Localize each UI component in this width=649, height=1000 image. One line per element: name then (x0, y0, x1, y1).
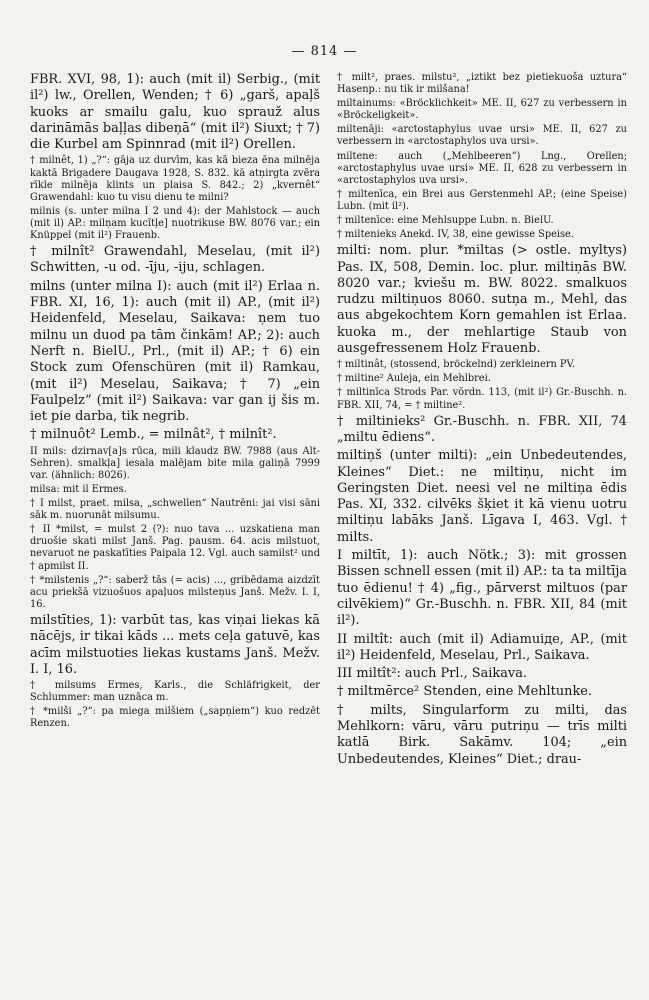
entry: † milsums Ermes, Karls., die Schläfrigkeit, der Schlummer: man uznāca m. (30, 680, 320, 704)
entry: miltainums: «Bröcklichkeit» ME. II, 627 zu verbessern in «Bröckeligkeit». (337, 98, 627, 122)
entry: milns (unter milna I): auch (mit il²) Erlaa n. FBR. XI, 16, 1): auch (mit il) AP., (mit il²) Heidenfeld, Meselau, Saikava: ņem tuo milnu un duod pa tām činkām! AP.; 2): auch Nerft n. BielU., Prl., (mit il) AP.; † 6) ein Stock zum Ofenschüren (mit il) Ramkau, (mit il²) Meselau, Saikava; † 7) „ein Faulpelz“ (mit il²) Saikava: var gan ij šis m. iet pie darba, tik negrib. (30, 278, 320, 425)
entry: miltenāji: «arctostaphylus uvae ursi» ME. II, 627 zu verbessern in «arctostaphylos uva ursi». (337, 124, 627, 148)
entry: miltene: auch („Mehlbeeren“) Lng., Orellen; «arctostaphylus uvae ursi» ME. II, 628 zu verbessern in «arctostaphylos uva ursi». (337, 150, 627, 186)
entry: milstīties, 1): varbūt tas, kas viņai liekas kā nācējs, ir tikai kāds ... mets ceļa gatuvē, kas acīm milstuoties liekas kustams Janš. Mežv. I. I, 16. (30, 612, 320, 677)
entry: † milnît² Grawendahl, Meselau, (mit il²) Schwitten, -u od. -īju, -iju, schlagen. (30, 244, 320, 276)
entry: † *milstenis „?“: saberž tās (= acis) ..., gribēdama aizdzīt acu priekšā vizuošuos apaļuos milsteņus Janš. Mežv. I. I, 16. (30, 574, 320, 610)
entry: † milts, Singularform zu milti, das Mehlkorn: vāru, vāru putriņu — trīs milti katlā Birk. Sakāmv. 104; „ein Unbedeutendes, Kleines“ Diet.; drau- (337, 702, 627, 767)
entry: † *milši „?“: pa miega milšiem („sapņiem“) kuo redzēt Renzen. (30, 706, 320, 730)
entry: miltiņš (unter milti): „ein Unbedeutendes, Kleines“ Diet.: ne miltiņu, nicht im Geringsten Diet. neesi vel ne miltiņa ēdis Pas. XI, 332. cilvēks šķiet it kā vienu uotru miltiņu labāks Janš. Līgava I, 463. Vgl. † milts. (337, 448, 627, 545)
entry: † miltinīca Strods Par. vōrdn. 113, (mit il²) Gr.-Buschh. n. FBR. XII, 74, = † miltine². (337, 387, 627, 411)
entry: milnis (s. unter milna I 2 und 4): der Mahlstock — auch (mit il) AP.: milņam kucītļe] nuotrikuse BW. 8076 var.; ein Knüppel (mit il²) Frauenb. (30, 205, 320, 242)
entry: I miltīt, 1): auch Nötk.; 3): mit grossen Bissen schnell essen (mit il) AP.: ta ta miltīja tuo ēdienu! † 4) „fig., pārverst miltuos (par cilvēkiem)“ Gr.-Buschh. n. FBR. XII, 84 (mit il²). (337, 548, 627, 629)
page-number: — 814 — (291, 44, 358, 59)
entry: † miltenīca, ein Brei aus Gerstenmehl AP.; (eine Speise) Lubn. (mit il²). (337, 188, 627, 212)
entry: † milnêt, 1) „?“: gāja uz durvīm, kas kā bieza ēna milnēja kaktā Brigadere Daugava 1928, S. 832. kā atņirgta zvēra rīkle milnēja klints un plaisa S. 842.; 2) „kvernêt“ Grawendahl: kuo tu visu dienu te milni? (30, 155, 320, 203)
entry: II mils: dzirnav[a]s rūca, mili klaudz BW. 7988 (aus Alt-Sehren). smalkļa] iesala malējam bite mila galiņā 7999 var. (ähnlich: 8026). (30, 445, 320, 481)
right-column (337, 72, 627, 770)
entry: † I milst, praet. milsa, „schwellen“ Nautrēni: jai visi sāni sāk m. nuorunāt milsumu. (30, 498, 320, 522)
entry: FBR. XVI, 98, 1): auch (mit il) Serbig., (mit il²) lw., Orellen, Wenden; † 6) „garš, apaļš kuoks ar smailu galu, kuo sprauž alus darināmās baļļas dibeņā“ (mit il²) Siuxt; † 7) die Kurbel am Spinnrad (mit il²) Orellen. (30, 72, 320, 153)
entry: † milnuôt² Lemb., = milnât², † milnît². (30, 427, 277, 443)
entry: milsa: mit il Ermes. (30, 483, 127, 495)
entry: milti: nom. plur. *miltas (> ostle. myltys) Pas. IX, 508, Demin. loc. plur. miltiņās BW. 8020 var.; kviešu m. BW. 8022. smalkuos rudzu miltiņuos 8060. sutņa m., Mehl, das aus abgekochtem Korn gemahlen ist Erlaa. kuoka m., der mehlartige Staub von ausgefressenem Holz Frauenb. (337, 243, 627, 356)
entry: † miltinât, (stossend, bröckelnd) zerkleinern PV. (337, 359, 575, 371)
entry: † II *milst, = mulst 2 (?): nuo tava ... uzskatiena man druošie skati milst Janš. Pag. pausm. 64. acis milstuot, nevaruot ne paskatīties Paipala 12. Vgl. auch samilst² und † apmilst II. (30, 524, 320, 572)
entry: † miltine² Auleja, ein Mehlbrei. (337, 373, 491, 385)
left-column (30, 72, 320, 732)
entry: II miltît: auch (mit il) Adiamuiде, AP., (mit il²) Heidenfeld, Meselau, Prl., Saikava. (337, 631, 627, 663)
entry: III miltît²: auch Prl., Saikava. (337, 666, 527, 682)
entry: † miltmērce² Stenden, eine Mehltunke. (337, 684, 592, 700)
entry: † miltenīce: eine Mehlsuppe Lubn. n. BielU. (337, 215, 554, 227)
entry: † miltenieks Anekd. IV, 38, eine gewisse Speise. (337, 229, 574, 241)
entry: † milt², praes. milstu², „iztikt bez pietiekuoša uztura“ Hasenp.: nu tik ir milšana! (337, 72, 627, 96)
entry: † miltinieks² Gr.-Buschh. n. FBR. XII, 74 „miltu ēdiens“. (337, 413, 627, 445)
